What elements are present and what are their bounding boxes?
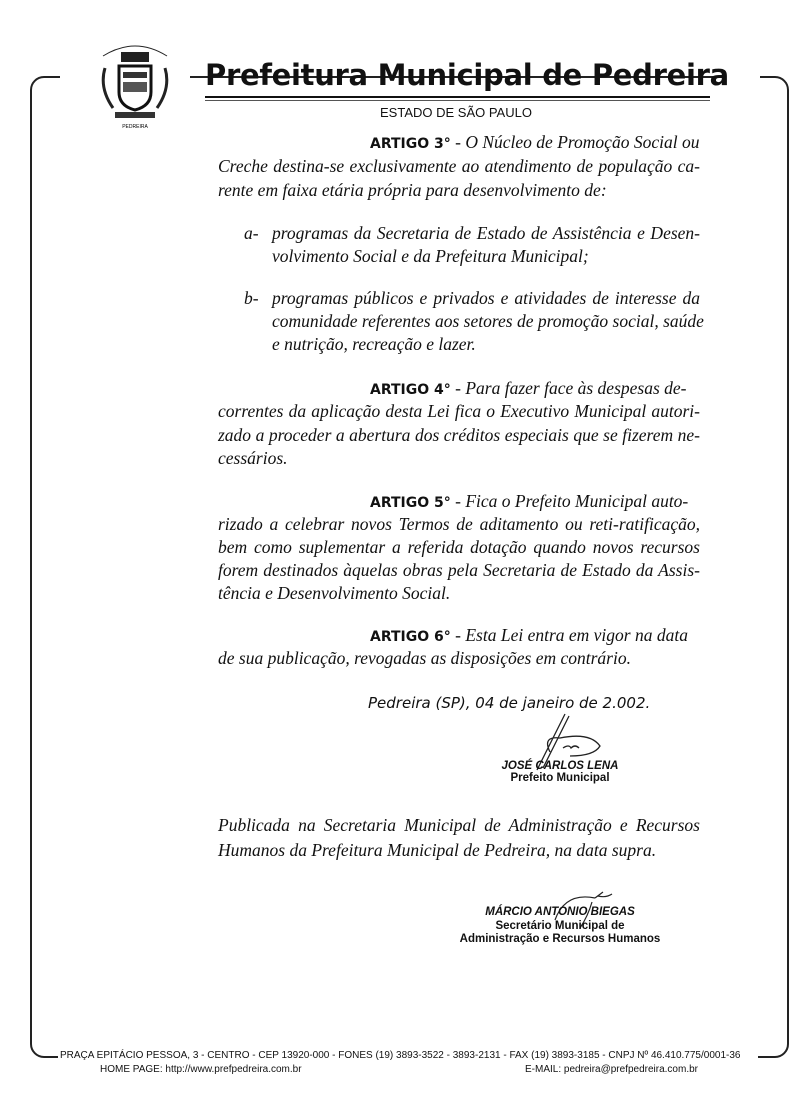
svg-text:PEDREIRA: PEDREIRA — [122, 124, 148, 130]
date-line: Pedreira (SP), 04 de janeiro de 2.002. — [368, 694, 651, 712]
footer-address: PRAÇA EPITÁCIO PESSOA, 3 - CENTRO - CEP 13920-000 - FONES (19) 3893-3522 - 3893-2131 - FAX (19) 3893-3185 - CNPJ Nº 46.410.775/0001-36 — [60, 1050, 741, 1061]
text-line: zado a proceder a abertura dos créditos especiais que se fizerem ne- — [218, 425, 700, 445]
coat-of-arms-logo — [95, 38, 175, 130]
text-line: programas públicos e privados e atividades de interesse da — [272, 288, 700, 308]
publication-line: Humanos da Prefeitura Municipal de Pedreira, na data supra. — [218, 840, 657, 860]
text-line: e nutrição, recreação e lazer. — [272, 334, 476, 354]
item-label: b- — [244, 288, 259, 308]
title-underline — [205, 96, 710, 98]
text-line: comunidade referentes aos setores de promoção social, saúde — [272, 311, 704, 331]
text-line: volvimento Social e da Prefeitura Municipal; — [272, 246, 589, 266]
text-line: rizado a celebrar novos Termos de aditamento ou reti-ratificação, — [218, 514, 700, 534]
art4-first-line: ARTIGO 4° - Para fazer face às despesas de- — [370, 378, 687, 398]
text-line: bem como suplementar a referida dotação quando novos recursos — [218, 537, 700, 557]
art5-first-line: ARTIGO 5° - Fica o Prefeito Municipal auto- — [370, 491, 689, 511]
text-line: de sua publicação, revogadas as disposições em contrário. — [218, 648, 631, 668]
text-line: tência e Desenvolvimento Social. — [218, 583, 451, 603]
signer-role: Secretário Municipal de — [495, 919, 625, 932]
signer-name: JOSÉ CARLOS LENA — [501, 760, 619, 772]
state-subtitle: ESTADO DE SÃO PAULO — [380, 105, 532, 120]
text-line: cessários. — [218, 448, 288, 468]
art3-first-line: ARTIGO 3° - O Núcleo de Promoção Social ou — [370, 132, 700, 152]
text-line: Creche destina-se exclusivamente ao atendimento de população ca- — [218, 156, 700, 176]
signer-name: MÁRCIO ANTONIO BIEGAS — [485, 906, 635, 918]
page-title: Prefeitura Municipal de Pedreira — [205, 58, 729, 92]
signer-role: Administração e Recursos Humanos — [459, 933, 661, 945]
text-line: programas da Secretaria de Estado de Assistência e Desen- — [272, 223, 700, 243]
signer-role: Prefeito Municipal — [510, 772, 610, 784]
art6-first-line: ARTIGO 6° - Esta Lei entra em vigor na data — [370, 625, 688, 645]
text-line: correntes da aplicação desta Lei fica o Executivo Municipal autori- — [218, 401, 700, 421]
text-line: forem destinados àquelas obras pela Secretaria de Estado da Assis- — [218, 560, 700, 580]
item-label: a- — [244, 223, 259, 243]
text-line: rente em faixa etária própria para desenvolvimento de: — [218, 180, 607, 200]
footer-homepage: HOME PAGE: http://www.prefpedreira.com.br — [100, 1064, 302, 1075]
publication-line: Publicada na Secretaria Municipal de Administração e Recursos — [218, 815, 700, 835]
footer-email: E-MAIL: pedreira@prefpedreira.com.br — [525, 1064, 698, 1075]
